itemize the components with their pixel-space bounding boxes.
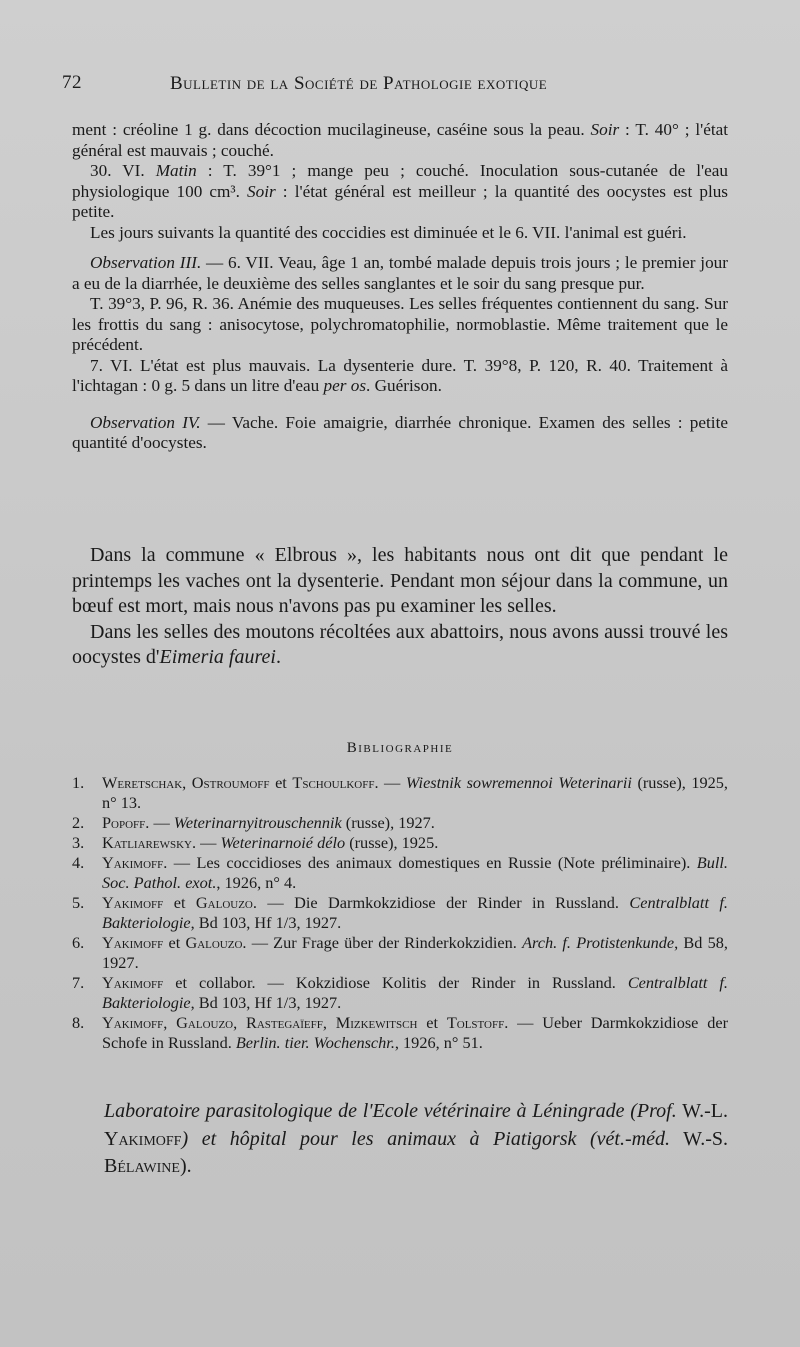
entry-journal: Bull. Soc. Pathol. exot. xyxy=(102,853,728,892)
entry-number: 7. xyxy=(72,973,85,992)
page-number: 72 xyxy=(62,72,82,93)
laboratory-affiliation: Laboratoire parasitologique de l'Ecole vétérinaire à Léningrade (Prof. W.-L. Yakimoff) et hôpital pour les animaux à Piatigorsk (vét.-méd. W.-S. Bélawine). xyxy=(104,1100,728,1177)
entry-details: , Bd 103, Hf 1/3, 1927. xyxy=(190,913,342,932)
entry-connector: et xyxy=(417,1013,447,1032)
entry-title-text: . — Les coccidioses des animaux domestiques en Russie (Note préliminaire). xyxy=(163,853,697,872)
entry-details: (russe), 1925. xyxy=(345,833,439,852)
entry-title-text: . — Ueber Darmkokzidiose der Schofe in Russland. xyxy=(102,1013,729,1052)
entry-details: , Bd 58, 1927. xyxy=(102,933,728,972)
entry-authors: Weretschak, Ostroumoff xyxy=(102,773,270,792)
entry-authors: Popoff xyxy=(102,813,146,832)
entry-journal: Weterinarnoié délo xyxy=(220,833,346,852)
entry-title-text: . — xyxy=(374,773,406,792)
entry-details: , 1926, n° 51. xyxy=(394,1033,483,1052)
entry-connector: et xyxy=(163,893,196,912)
entry-journal: Arch. f. Protistenkunde xyxy=(522,933,675,952)
bibliography-entry xyxy=(72,933,728,973)
entry-number: 6. xyxy=(72,933,85,952)
large-paragraph-1: Dans la commune « Elbrous », les habitants nous ont dit que pendant le printemps les vaches ont la dysenterie. Pendant mon séjour dans la commune, un bœuf est mort, mais nous n'avons pas pu examiner les selles. xyxy=(72,544,728,617)
bibliography-list xyxy=(72,773,728,1053)
entry-authors-2: Galouzo xyxy=(195,893,253,912)
entry-number: 3. xyxy=(72,833,85,852)
entry-authors: Yakimoff xyxy=(102,893,164,912)
entry-authors: Katliarewsky xyxy=(102,833,192,852)
bibliography-title: Bibliographie xyxy=(346,740,454,756)
entry-connector: et xyxy=(269,773,293,792)
paragraph-5: 7. VI. L'état est plus mauvais. La dysenterie dure. T. 39°8, P. 120, R. 40. Traitement à l'ichtagan : 0 g. 5 dans un litre d'eau per os. Guérison. xyxy=(72,355,728,395)
bibliography-entry xyxy=(72,813,728,833)
entry-details: , 1926, n° 4. xyxy=(216,873,297,892)
paragraph-3: Les jours suivants la quantité des coccidies est diminuée et le 6. VII. l'animal est guéri. xyxy=(90,222,687,242)
large-paragraph-2: Dans les selles des moutons récoltées aux abattoirs, nous avons aussi trouvé les oocystes d'Eimeria faurei. xyxy=(72,620,728,668)
entry-number: 5. xyxy=(72,893,85,912)
entry-number: 1. xyxy=(72,773,85,792)
running-title: Bulletin de la Société de Pathologie exotique xyxy=(170,73,548,94)
entry-journal: Berlin. tier. Wochenschr. xyxy=(235,1033,395,1052)
entry-authors: Yakimoff, Galouzo, Rastegaïeff, Mizkewitsch xyxy=(102,1013,418,1032)
case-notes-block xyxy=(72,120,728,454)
entry-title-text: . — xyxy=(145,813,174,832)
entry-details: (russe), 1925, n° 13. xyxy=(102,773,729,812)
entry-connector: et xyxy=(163,933,186,952)
entry-journal: Wiestnik sowremennoi Weterinarii xyxy=(405,773,632,792)
bibliography-entry xyxy=(72,893,728,933)
entry-title-text: . — Zur Frage über der Rinderkokzidien. xyxy=(242,933,523,952)
entry-authors: Yakimoff xyxy=(102,973,164,992)
entry-authors-2: Galouzo xyxy=(185,933,243,952)
entry-authors: Yakimoff xyxy=(102,933,164,952)
entry-connector: et collabor. xyxy=(163,973,256,992)
bibliography-entry xyxy=(72,1013,728,1053)
entry-number: 4. xyxy=(72,853,85,872)
paragraph-2: 30. VI. Matin : T. 39°1 ; mange peu ; couché. Inoculation sous-cutanée de l'eau physiologique 100 cm³. Soir : l'état général est meilleur ; la quantité des oocystes est plus petite. xyxy=(72,161,729,221)
entry-authors-2: Tschoulkoff xyxy=(292,773,375,792)
entry-details: , Bd 103, Hf 1/3, 1927. xyxy=(190,993,342,1012)
observation-3: Observation III. — 6. VII. Veau, âge 1 an, tombé malade depuis trois jours ; le premier jour a eu de la diarrhée, le deuxième des selles sanglantes et le soir du sang presque pur. xyxy=(72,253,728,293)
entry-journal: Weterinarnyitrouschennik xyxy=(173,813,342,832)
entry-journal: Centralblatt f. Bakteriologie xyxy=(102,893,728,932)
observation-4: Observation IV. — Vache. Foie amaigrie, diarrhée chronique. Examen des selles : petite quantité d'oocystes. xyxy=(72,412,728,452)
large-text-block xyxy=(72,543,728,671)
entry-number: 2. xyxy=(72,813,85,832)
entry-details: (russe), 1927. xyxy=(341,813,435,832)
bibliography-entry xyxy=(72,973,728,1013)
paragraph-4: T. 39°3, P. 96, R. 36. Anémie des muqueuses. Les selles fréquentes contiennent du sang. Sur les frottis du sang : anisocytose, polychromatophilie, normoblastie. Même traitement que le précédent. xyxy=(72,294,728,354)
entry-title-text: . — xyxy=(191,833,221,852)
entry-title-text: . — Die Darmkokzidiose der Rinder in Russland. xyxy=(252,893,630,912)
entry-journal: Centralblatt f. Bakteriologie xyxy=(102,973,729,1012)
entry-authors-2: Tolstoff xyxy=(446,1013,505,1032)
entry-title-text: — Kokzidiose Kolitis der Rinder in Russland. xyxy=(255,973,628,992)
paragraph-1: ment : créoline 1 g. dans décoction mucilagineuse, caséine sous la peau. Soir : T. 40° ; l'état général est mauvais ; couché. xyxy=(72,120,729,160)
bibliography-entry xyxy=(72,833,728,853)
bibliography-entry xyxy=(72,853,728,893)
entry-number: 8. xyxy=(72,1013,85,1032)
entry-authors: Yakimoff xyxy=(102,853,164,872)
bibliography-entry xyxy=(72,773,728,813)
